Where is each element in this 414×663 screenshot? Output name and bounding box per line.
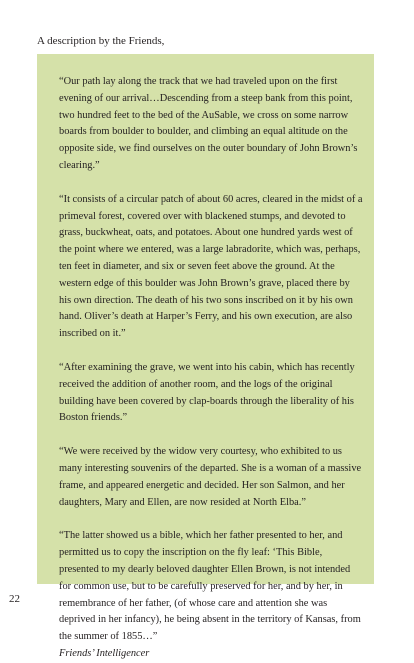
quote-paragraph-5-text: “The latter showed us a bible, which her father presented to her, and permitted us to copy the inscription on the fly leaf: ‘This Bible, presented to my dearly beloved daughter Ellen Brown, is not intended for common use, but to be carefully preserved for her, and by her, in remembrance of her father, (of whose care and attention she was deprived in her infancy), he being absent in the territory of Kansas, from the summer of 1855…” [59,530,361,643]
source-citation: Friends’ Intelligencer [59,647,150,659]
page-number: 22 [9,593,20,605]
intro-line: A description by the Friends, [37,35,165,47]
quote-paragraph-3: “After examining the grave, we went into his cabin, which has recently received the addition of another room, and the logs of the original building have been covered by clap-boards through the liberality of his Boston friends.” [59,361,355,424]
quote-paragraph-1: “Our path lay along the track that we had traveled upon on the first evening of our arrival…Descending from a steep bank from this point, two hundred feet to the bed of the AuSable, we cross on some narrow boards from boulder to boulder, and climbing an equal altitude on the opposite side, we find ourselves on the outer boundary of John Brown’s clearing.” [59,76,358,171]
quote-paragraph-4: “We were received by the widow very courtesy, who exhibited to us many interesting souvenirs of the departed. She is a woman of a massive frame, and appeared energetic and decided. Her son Salmon, and her daughters, Mary and Ellen, are now resided at North Elba.” [59,446,362,508]
quote-box [37,54,374,659]
quote-paragraph-2: “It consists of a circular patch of about 60 acres, cleared in the midst of a primeval forest, covered over with blackened stumps, and devoted to grass, buckwheat, oats, and potatoes. About one hundred yards west of the point where we entered, was a large labradorite, which was, perhaps, ten feet in diameter, and six or seven feet above the ground. At the western edge of this boulder was John Brown’s grave, placed there by his own direction. The death of his two sons inscribed on it by his own hand. Oliver’s death at Harper’s Ferry, and his own execution, are also inscribed on it.” [59,193,363,340]
quote-paragraph-5 [59,528,364,662]
